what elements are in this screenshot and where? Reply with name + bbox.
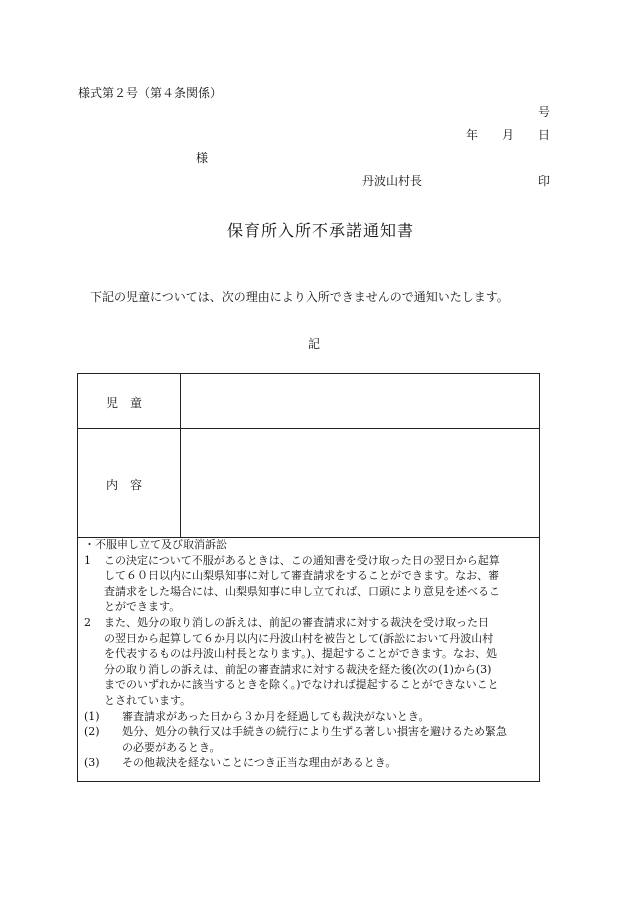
table-border-bottom xyxy=(77,781,540,782)
document-title: 保育所入所不承諾通知書 xyxy=(227,221,415,240)
date-day: 日 xyxy=(538,128,551,142)
table-row-divider-1 xyxy=(77,428,540,429)
child-label: 児 童 xyxy=(106,396,143,410)
note-line: とされています。 xyxy=(104,693,192,707)
note-text xyxy=(104,615,536,709)
issuer: 丹波山村長 xyxy=(362,174,423,188)
table-border-left xyxy=(77,373,78,782)
content-label: 内 容 xyxy=(106,478,143,492)
note-subitem xyxy=(84,709,536,725)
note-line: この決定について不服があるときは、この通知書を受け取った日の翌日から起算 xyxy=(104,553,500,567)
seal-mark: 印 xyxy=(538,174,551,188)
subitem-text xyxy=(122,709,536,725)
note-item xyxy=(84,615,536,709)
form-number: 様式第２号（第４条関係） xyxy=(78,86,223,100)
subitem-line: 審査請求があった日から３か月を経過しても裁決がないとき。 xyxy=(122,709,430,723)
subitem-line: その他裁決を経ないことにつき正当な理由があるとき。 xyxy=(122,756,397,770)
notes-heading: ・不服申し立て及び取消訴訟 xyxy=(84,538,227,551)
note-line: また、処分の取り消しの訴えは、前記の審査請求に対する裁決を受け取った日 xyxy=(104,615,489,629)
note-item xyxy=(84,553,536,615)
note-subitem xyxy=(84,755,536,771)
note-line: の翌日から起算して６か月以内に丹波山村を被告として(訴訟において丹波山村 xyxy=(104,631,494,645)
table-column-divider xyxy=(180,373,181,538)
subitem-text xyxy=(122,755,536,771)
number-label: 号 xyxy=(538,105,551,119)
note-line: して６０日以内に山梨県知事に対して審査請求をすることができます。なお、審 xyxy=(104,569,500,583)
appeal-notes xyxy=(84,537,536,771)
subitem-number: (1) xyxy=(84,709,100,723)
note-line: 査請求をした場合には、山梨県知事に申し立てれば、口頭により意見を述べるこ xyxy=(104,584,500,598)
date-month: 月 xyxy=(502,128,515,142)
date-year: 年 xyxy=(466,128,479,142)
subitem-number: (2) xyxy=(84,725,100,739)
note-line: 分の取り消しの訴えは、前記の審査請求に対する裁決を経た後(次の(1)から(3) xyxy=(104,662,492,676)
note-line: までのいずれかに該当するときを除く。)でなければ提起することができないこと xyxy=(104,678,499,692)
subitem-text xyxy=(122,724,536,755)
note-line: とができます。 xyxy=(104,600,181,614)
note-subitem xyxy=(84,724,536,755)
subitem-line: 処分、処分の執行又は手続きの続行により生ずる著しい損害を避けるため緊急 xyxy=(122,725,507,739)
subitem-number: (3) xyxy=(84,756,100,770)
note-text xyxy=(104,553,536,615)
table-border-top xyxy=(77,373,540,374)
intro-text: 下記の児童については、次の理由により入所できませんので通知いたします。 xyxy=(90,290,509,304)
note-number: 1 xyxy=(84,553,91,567)
ki-label: 記 xyxy=(308,337,321,351)
table-border-right xyxy=(539,373,540,782)
subitem-line: の必要があるとき。 xyxy=(122,740,221,754)
recipient-suffix: 様 xyxy=(196,151,209,165)
note-number: 2 xyxy=(84,615,91,629)
note-line: を代表するものは丹波山村長となります。)、提起することができます。なお、処 xyxy=(104,647,498,661)
